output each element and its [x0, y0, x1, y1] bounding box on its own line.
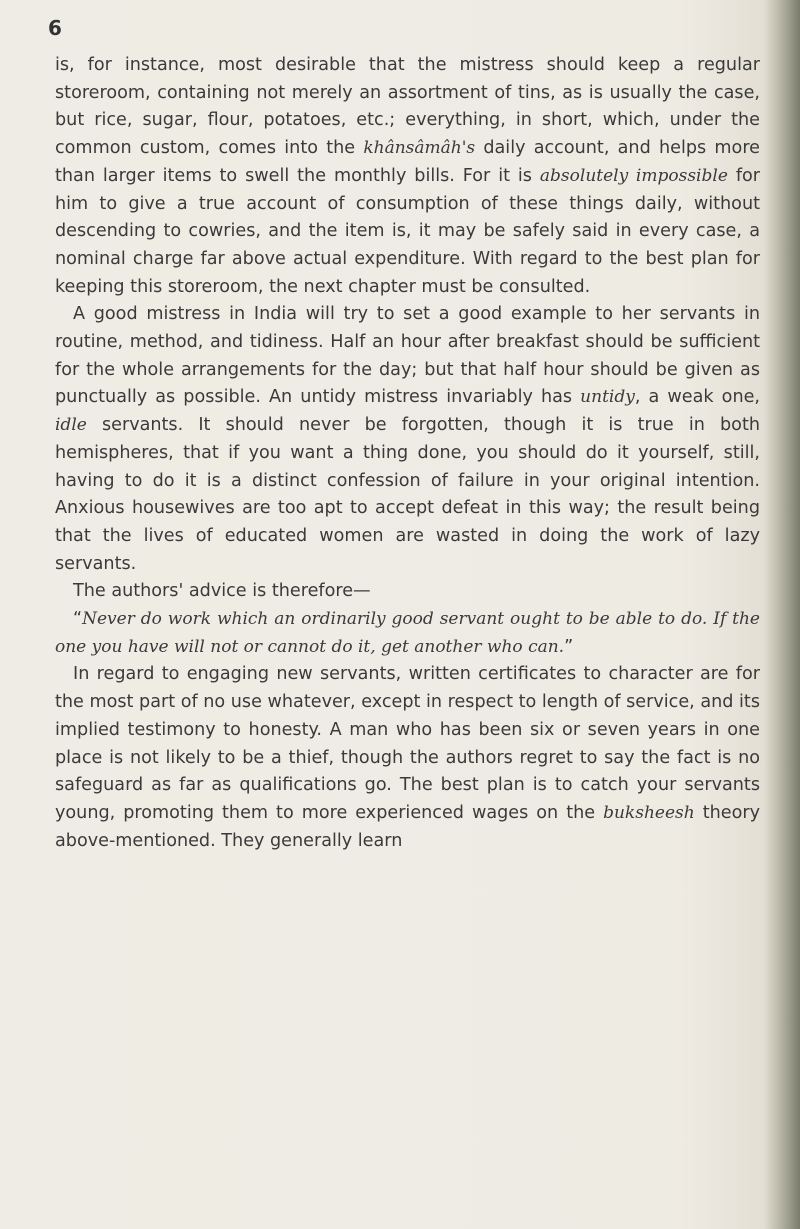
text-segment: is, for instance, most desirable that the mistress should keep a regular storeroom, containing not merely an assortment of tins, as is usually the case, but rice, sugar, flour, potatoes, etc.; everything, in short, which, under the common custom, comes into the: [55, 55, 760, 159]
text-segment: daily account, and helps more than larger items to swell the monthly bills. For it is: [55, 138, 760, 186]
italic-text: Never do work which an ordinarily good servant ought to be able to do. If the one you have will not or cannot do it, get another who can.: [55, 609, 760, 657]
text-segment: A good mistress in India will try to set a good example to her servants in routine, method, and tidiness. Half an hour after breakfast should be sufficient for the whole arrangements for the day; but that half hour should be given as punctually as possible. An untidy mistress invariably has: [55, 304, 760, 408]
paragraph-p3: [55, 578, 760, 606]
italic-text: buksheesh: [603, 802, 695, 823]
text-segment: for him to give a true account of consumption of these things daily, without descending to cowries, and the item is, it may be safely said in every case, a nominal charge far above actual expenditure. With regard to the best plan for keeping this storeroom, the next chapter must be consulted.: [55, 165, 761, 297]
body-text: [55, 52, 760, 855]
text-segment: servants. It should never be forgotten, though it is true in both hemispheres, that if you want a thing done, you should do it yourself, still, having to do it is a distinct confession of failure in your original intention. Anxious housewives are too apt to accept defeat in this way; the result being that the lives of educated women are wasted in doing the work of lazy servants.: [55, 415, 760, 574]
text-segment: , a weak one,: [634, 387, 761, 408]
text-segment: In regard to engaging new servants, written certificates to character are for the most part of no use whatever, except in respect to length of service, and its implied testimony to honesty. A man who has been six or seven years in one place is not likely to be a thief, though the authors regret to say the fact is no safeguard as far as qualifications go. The best plan is to catch your servants young, promoting them to more experienced wages on the: [55, 664, 760, 823]
paragraph-p2: [55, 301, 760, 578]
paragraph-p1: [55, 52, 760, 301]
italic-text: untidy: [580, 387, 635, 408]
italic-text: khânsâmâh's: [363, 138, 476, 159]
page-edge-shadow: [764, 0, 800, 1229]
page-number: 6: [48, 16, 62, 40]
paragraph-p5: [55, 661, 760, 855]
text-segment: theory above-mentioned. They generally learn: [55, 802, 760, 851]
italic-text: absolutely impossible: [539, 165, 728, 186]
text-segment: “: [73, 609, 83, 630]
italic-text: idle: [55, 415, 87, 436]
text-segment: The authors' advice is therefore—: [73, 581, 371, 602]
paragraph-p4: [55, 606, 760, 661]
text-segment: ”: [564, 636, 574, 657]
